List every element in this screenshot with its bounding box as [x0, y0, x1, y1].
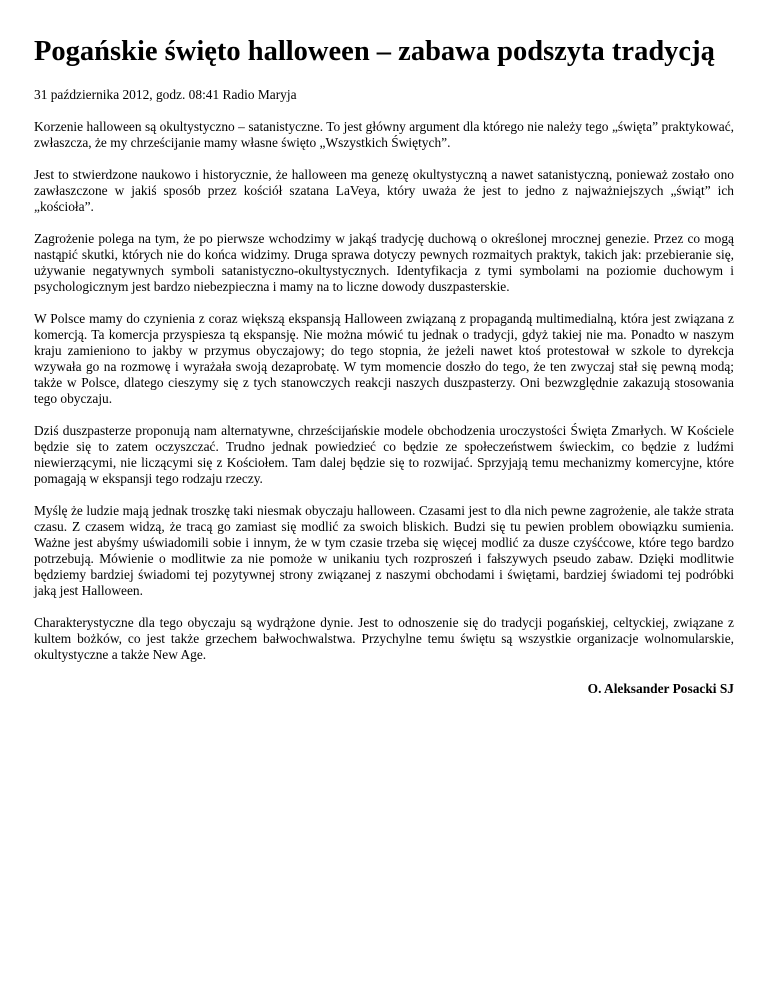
article-author: O. Aleksander Posacki SJ: [587, 681, 734, 696]
paragraph-4: W Polsce mamy do czynienia z coraz większą ekspansją Halloween związaną z propagandą multimedialną, która jest związana z komercją. Ta komercja przyspiesza tą ekspansję. Nie można mówić tu jednak o tradycji, gdyż takiej nie ma. Ponadto w naszym kraju zamieniono to jakby w przymus obyczajowy; do tego stopnia, że jeżeli nawet ktoś protestował w szkole to dyrekcja wzywała go na rozmowę i wyrażała swoją dezaprobatę. W tym momencie doszło do tego, że ten zwyczaj stał się pewną modą; także w Polsce, dlatego cieszymy się z tych stanowczych reakcji naszych duszpasterzy. Oni bezwzględnie zakazują stosowania tego obyczaju.: [34, 311, 734, 406]
article-title: Pogańskie święto halloween – zabawa podszyta tradycją: [34, 36, 715, 67]
paragraph-7: Charakterystyczne dla tego obyczaju są wydrążone dynie. Jest to odnoszenie się do tradycji pogańskiej, celtyckiej, związane z kultem bożków, co jest także grzechem bałwochwalstwa. Przychylne temu świętu są wszystkie organizacje wolnomularskie, okultystyczne a także New Age.: [34, 615, 734, 662]
article-meta: 31 października 2012, godz. 08:41 Radio Maryja: [34, 87, 297, 102]
paragraph-6: Myślę że ludzie mają jednak troszkę taki niesmak obyczaju halloween. Czasami jest to dla nich pewne zagrożenie, ale także strata czasu. Z czasem widzą, że tracą go zamiast się modlić za swoich bliskich. Budzi się tu pewien problem obowiązku sumienia. Ważne jest abyśmy uświadomili sobie i innym, że w tym czasie trzeba się więcej modlić za dusze czyśćcowe, które tego bardzo potrzebują. Mówienie o modlitwie za nie pomoże w unikaniu tych rozproszeń i fałszywych pseudo zabaw. Dzięki modlitwie będziemy bardziej świadomi tej pozytywnej strony związanej z naszymi obchodami i świętami, bardziej świadomi tej podróbki jaką jest Halloween.: [34, 503, 734, 598]
paragraph-2: Jest to stwierdzone naukowo i historycznie, że halloween ma genezę okultystyczną a nawet satanistyczną, ponieważ zostało ono zawłaszczone w jakiś sposób przez kościół szatana LaVeya, który uważa że jest to jedno z najważniejszych „świąt” ich „kościoła”.: [34, 167, 734, 214]
paragraph-3: Zagrożenie polega na tym, że po pierwsze wchodzimy w jakąś tradycję duchową o określonej mrocznej genezie. Przez co mogą nastąpić skutki, których nie do końca widzimy. Druga sprawa dotyczy pewnych rozmaitych praktyk, takich jak: przebieranie się, używanie negatywnych symboli satanistyczno-okultystycznych. Identyfikacja z tymi symbolami na poziomie duchowym i psychologicznym jest bardzo niebezpieczna i mamy na to liczne dowody duszpasterskie.: [34, 231, 734, 294]
article: [34, 34, 734, 697]
article-body: [34, 119, 734, 663]
paragraph-1: Korzenie halloween są okultystyczno – satanistyczne. To jest główny argument dla którego nie należy tego „święta” praktykować, zwłaszcza, że my chrześcijanie mamy własne święto „Wszystkich Świętych”.: [34, 119, 734, 150]
paragraph-5: Dziś duszpasterze proponują nam alternatywne, chrześcijańskie modele obchodzenia uroczystości Święta Zmarłych. W Kościele będzie się to zatem oczyszczać. Trudno jednak powiedzieć co będzie ze społeczeństwem świeckim, co będzie z ludźmi niewierzącymi, nie liczącymi się z Kościołem. Tam dalej będzie się to rozwijać. Sprzyjają temu mechanizmy komercyjne, które pomagają w ekspansji tego rodzaju rzeczy.: [34, 423, 734, 486]
